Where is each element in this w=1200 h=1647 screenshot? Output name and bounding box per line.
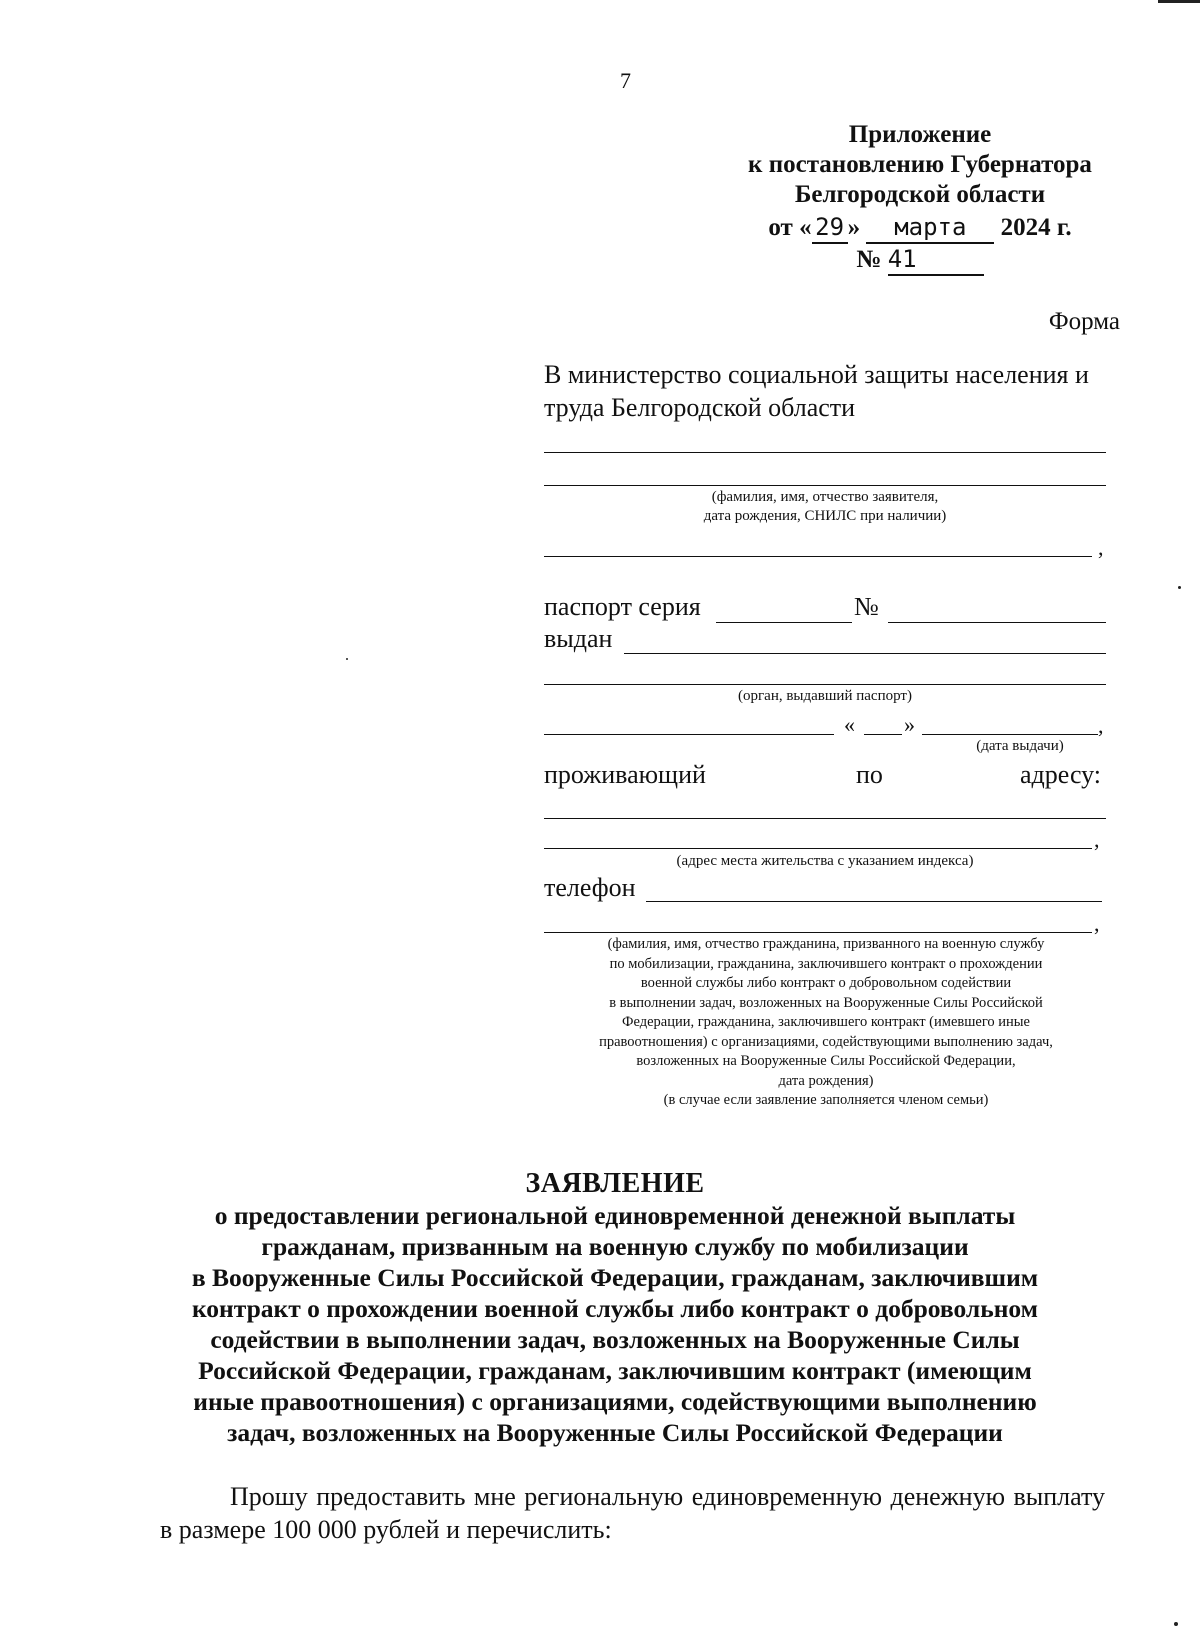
passport-issuer-note: (орган, выдавший паспорт) [738,688,912,704]
form-label: Форма [1048,308,1120,335]
page-number: 7 [620,68,631,93]
passport-series-label: паспорт серия [544,592,701,621]
comma-3: , [1094,827,1100,852]
appendix-number-line [700,244,1140,276]
date-close-quote: » [847,214,861,241]
addressee: В министерство социальной защиты населения и труда Белгородской области [544,360,1089,422]
statement-subtitle: о предоставлении региональной единовременной денежной выплаты гражданам, призванным на военную службу по мобилизации в Вооруженные Силы Российской Федерации, гражданам, заключившим контракт о прохождении военной службы либо контракт о добровольном содействии в выполнении задач, возложенных на Вооруженные Силы Российской Федерации, гражданам, заключившим контракт (имеющим иные правоотношения) с организациями, содействующими выполнению задач, возложенных на Вооруженные Силы Российской Федерации [191,1201,1039,1447]
request-paragraph: Прошу предоставить мне региональную единовременную денежную выплату в размере 100 000 рублей и перечислить: [160,1482,1105,1544]
statement-title: ЗАЯВЛЕНИЕ [525,1168,705,1199]
appendix-line-decree: к постановлению Губернатора [748,151,1092,178]
applicant-line-1 [544,452,1106,453]
serviceman-line [544,932,1092,933]
date-day: 29 [812,212,848,244]
phone-line [646,901,1102,902]
passport-date-open-quote: « [844,712,855,737]
scan-speck [1174,1622,1178,1626]
passport-date-day-line [864,734,902,735]
passport-issued-line [624,653,1106,654]
appendix-line-region: Белгородской области [794,181,1046,208]
scan-speck [346,658,348,660]
appendix-date-line [700,212,1140,244]
comma-4: , [1094,911,1100,936]
applicant-line-2 [544,485,1106,486]
residence-word-address: адресу: [1020,760,1102,789]
number-value: 41 [888,244,984,276]
residence-line-2 [544,848,1092,849]
passport-issue-date-note: (дата выдачи) [976,738,1064,754]
phone-label: телефон [544,873,636,902]
passport-date-line-left [544,734,834,735]
date-prefix: от « [768,214,812,241]
appendix-heading: Приложение [848,121,992,148]
residence-note: (адрес места жительства с указанием индекса) [676,853,974,869]
comma-2: , [1098,713,1104,738]
passport-number-line [888,622,1106,623]
scan-speck [1178,586,1181,589]
residence-line-1 [544,818,1106,819]
residence-word-by: по [856,760,883,789]
comma-1: , [1098,535,1104,560]
residence-word-living: проживающий [544,760,706,789]
date-year: 2024 г. [1000,214,1072,241]
passport-date-close-quote: » [904,712,915,737]
passport-issuer-line [544,684,1106,685]
date-month: марта [866,212,994,244]
passport-issued-label: выдан [544,624,613,653]
applicant-note: (фамилия, имя, отчество заявителя, дата рождения, СНИЛС при наличии) [703,489,947,524]
applicant-line-3 [544,556,1092,557]
scan-edge-mark [1158,0,1200,3]
serviceman-note: (фамилия, имя, отчество гражданина, призванного на военную службу по мобилизации, гражданина, заключившего контракт о прохождении военной службы либо контракт о добровольном содействии в выполнении задач, возложенных на Вооруженные Силы Российской Федерации, гражданина, заключившего контракт (имевшего иные правоотношения) с организациями, содействующими выполнению задач, возложенных на Вооруженные Силы Российской Федерации, дата рождения) (в случае если заявление заполняется членом семьи) [599,936,1053,1108]
passport-number-label: № [854,592,879,621]
passport-date-line-right [922,734,1098,735]
number-label: № [856,246,882,273]
passport-series-line [716,622,852,623]
